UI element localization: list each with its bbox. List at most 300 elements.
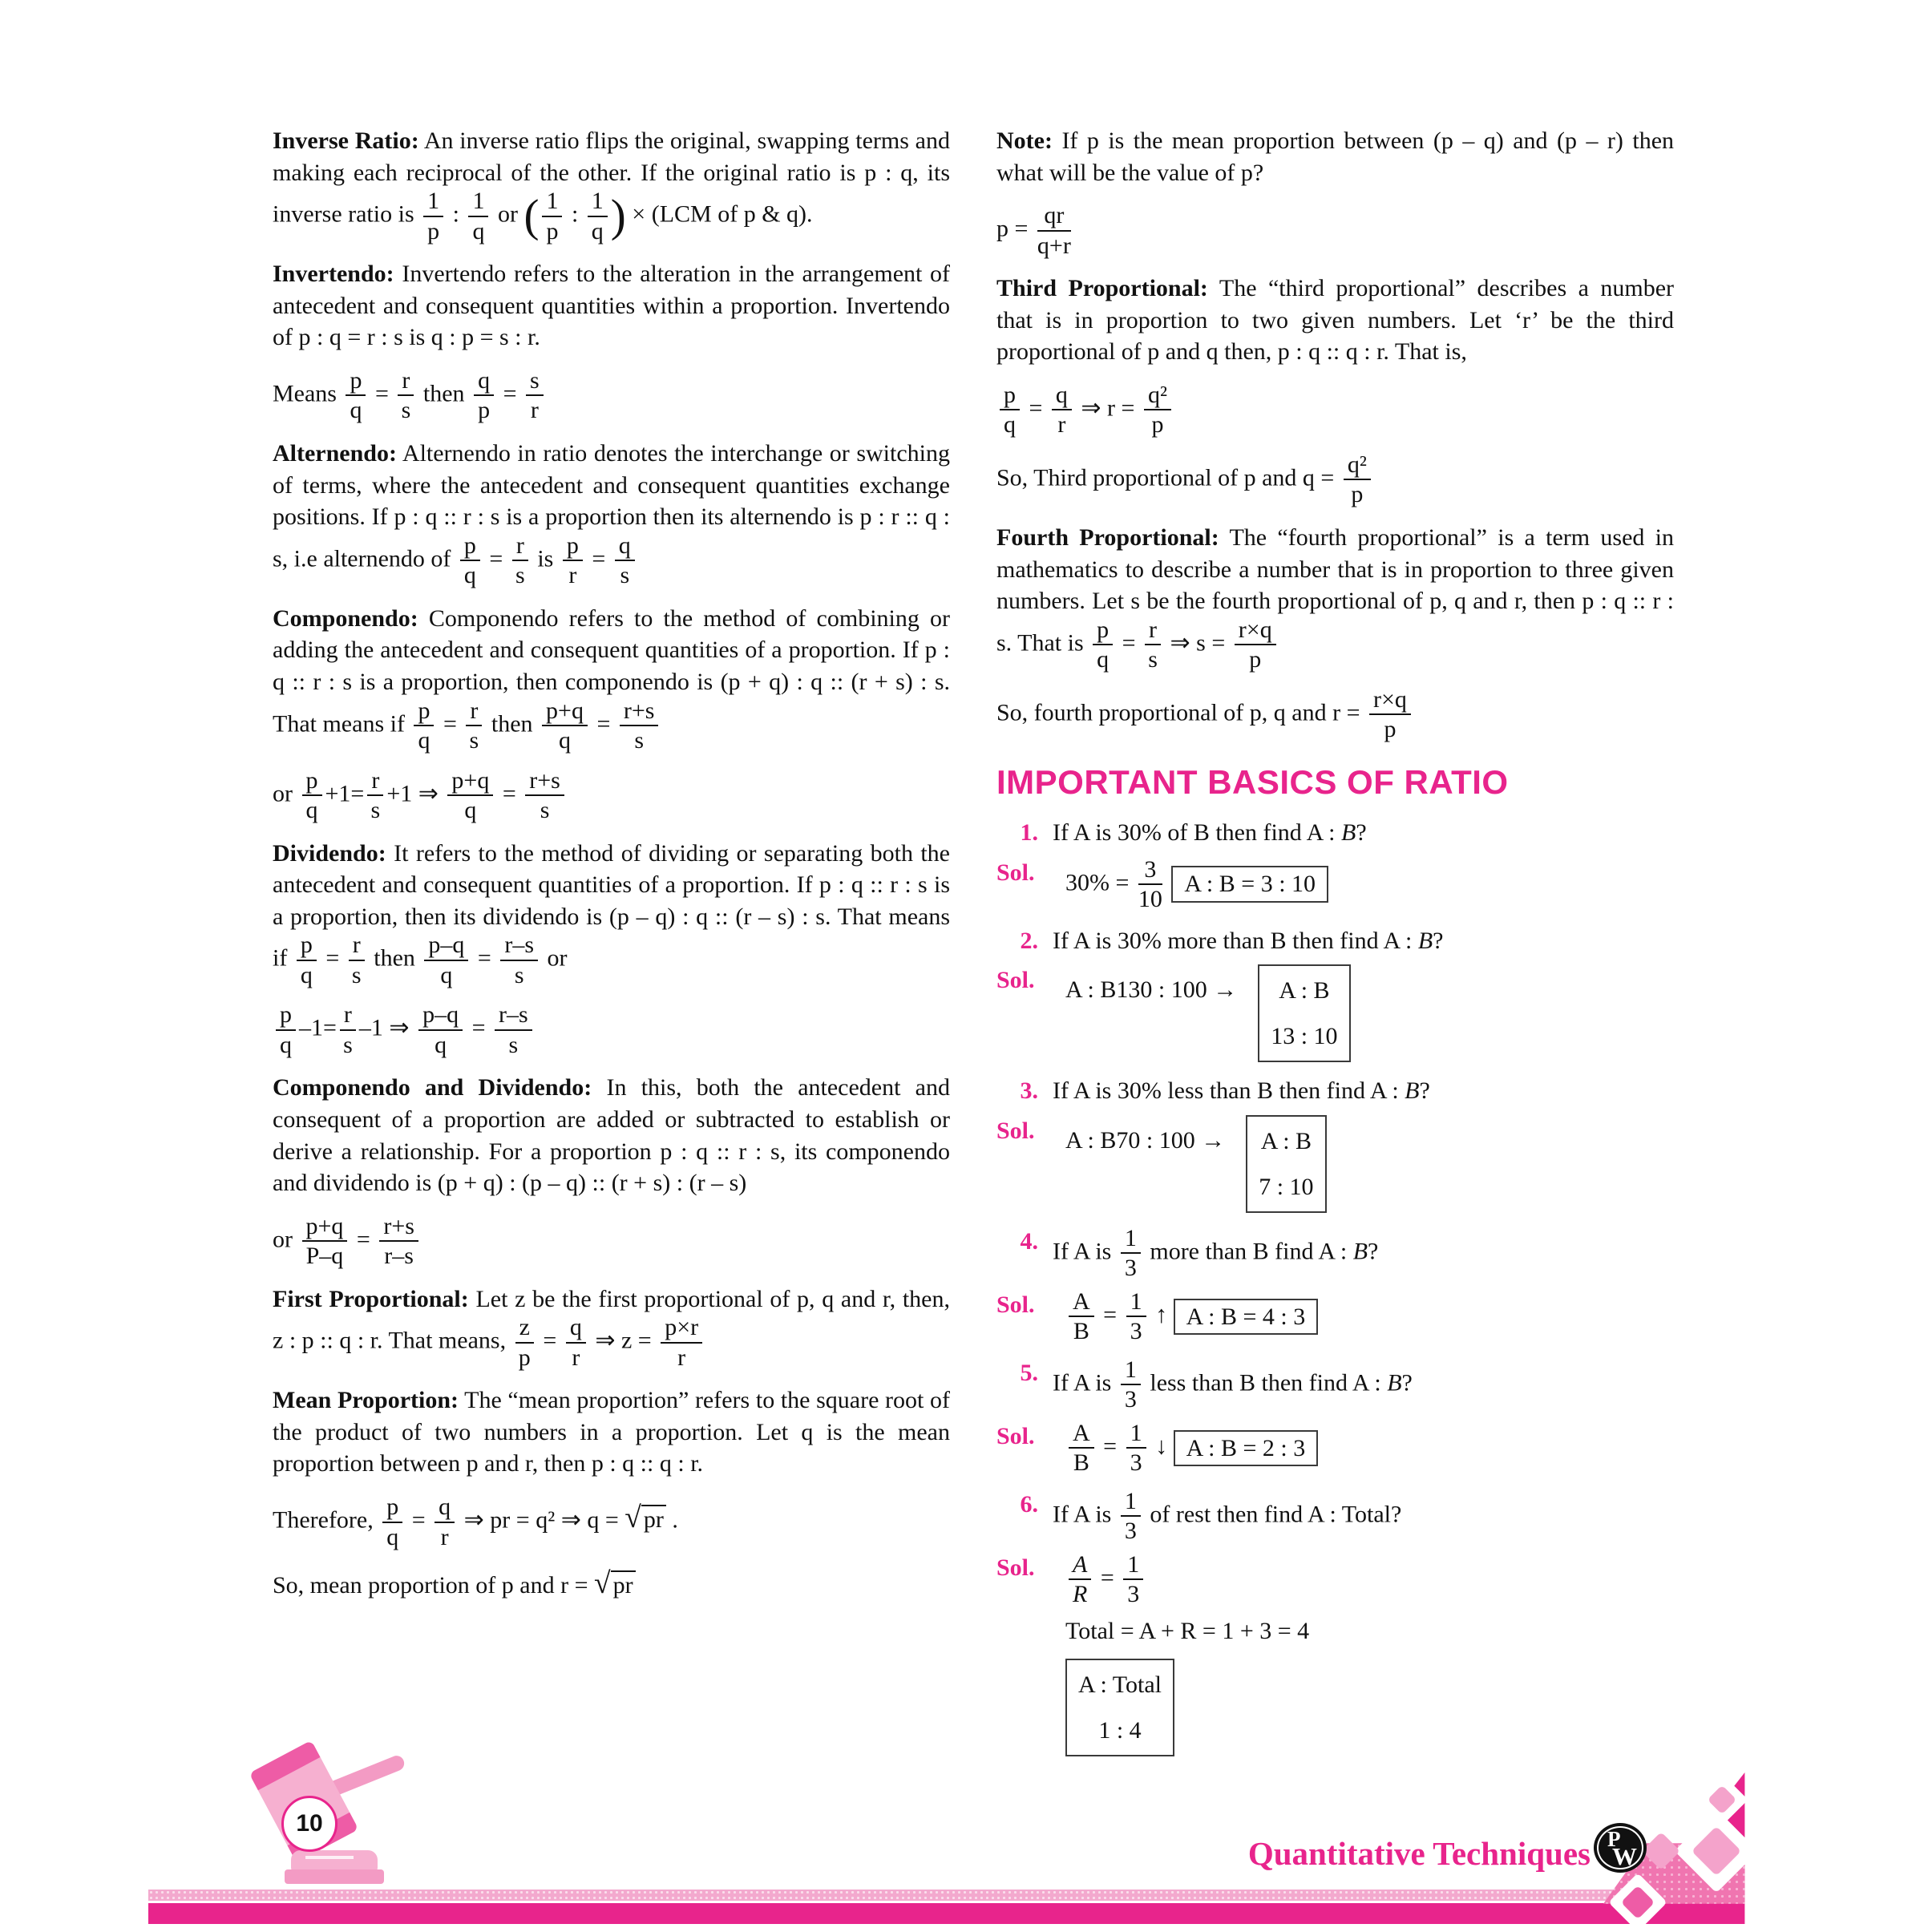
fraction: [414, 698, 434, 754]
fraction-numerator: r: [349, 932, 365, 961]
fraction: [346, 368, 366, 423]
fraction-numerator: p: [1000, 382, 1020, 411]
fraction: [1121, 1226, 1141, 1281]
fraction: [340, 1002, 356, 1057]
fraction-denominator: s: [370, 797, 381, 824]
fraction-numerator: 1: [588, 188, 608, 217]
fraction-numerator: p: [297, 932, 317, 961]
fraction-numerator: p×r: [661, 1315, 702, 1344]
fraction-denominator: q: [1097, 646, 1110, 673]
solution-label: Sol.: [996, 859, 1035, 886]
formula-line: [273, 1564, 950, 1604]
solution: [996, 1289, 1674, 1344]
fraction-numerator: q²: [1144, 382, 1171, 411]
paragraph-lead: First Proportional:: [273, 1285, 469, 1312]
fraction-numerator: p+q: [542, 698, 588, 727]
paragraph: [996, 522, 1674, 673]
question-number: 6.: [1020, 1490, 1038, 1518]
text-run: more than B find A :: [1143, 1238, 1353, 1265]
page-number: 10: [296, 1810, 323, 1837]
formula-line: [996, 452, 1674, 507]
paragraph-lead: Dividendo:: [273, 839, 386, 867]
text-run: B: [1417, 927, 1433, 954]
fraction-numerator: 1: [468, 188, 488, 217]
fraction-denominator: r–s: [384, 1243, 414, 1270]
question-number: 3.: [1020, 1077, 1038, 1105]
fraction-denominator: q: [305, 797, 318, 824]
fraction-denominator: p: [1384, 716, 1397, 743]
question-number: 2.: [1020, 927, 1038, 954]
fraction-numerator: p–q: [424, 932, 468, 961]
fraction-denominator: r: [568, 562, 577, 589]
text-run: Means: [273, 380, 343, 407]
fraction-denominator: s: [351, 961, 362, 988]
fraction-denominator: s: [343, 1031, 353, 1058]
fraction-denominator: p: [546, 217, 559, 245]
sqrt-value: pr: [611, 1570, 636, 1599]
text-run: It refers to the method of dividing or separating both the antecedent and consequent quantities of a proportion. If p : q :: r : s is a proportion, then its dividendo is (p – q) : q :: (r – s) : s. That means if: [273, 839, 950, 972]
question: [996, 1489, 1674, 1544]
fraction-denominator: s: [401, 397, 411, 424]
fraction-denominator: s: [1148, 646, 1158, 673]
fraction: [661, 1315, 702, 1370]
text-run: B: [1405, 1077, 1420, 1105]
fraction: [1069, 1421, 1094, 1476]
question-text: [1053, 1075, 1674, 1107]
answer-box-row: A : B: [1279, 977, 1330, 1004]
fraction: [495, 1002, 532, 1057]
formula-line: [996, 203, 1674, 258]
answer-box: A : B = 3 : 10: [1171, 866, 1328, 903]
paragraph: [273, 1384, 950, 1480]
text-run: +1 ⇒: [386, 779, 445, 806]
right-column: [996, 125, 1674, 1769]
text-run: then: [417, 380, 471, 407]
solution-left-column: [1065, 964, 1237, 1015]
fraction: [542, 698, 588, 754]
fraction-denominator: s: [620, 562, 630, 589]
answer-box: [1246, 1115, 1326, 1213]
text-run: is: [531, 545, 560, 572]
fraction-denominator: 3: [1130, 1318, 1142, 1345]
fraction-denominator: q: [386, 1523, 399, 1550]
fraction: [500, 932, 538, 988]
paragraph-lead: Componendo:: [273, 604, 418, 632]
fraction-denominator: R: [1073, 1581, 1088, 1608]
text-run: 30% =: [1065, 869, 1135, 896]
solution-row: 70 : 100 →: [1116, 1126, 1226, 1154]
section-heading: IMPORTANT BASICS OF RATIO: [996, 762, 1509, 801]
text-run: =: [466, 1014, 491, 1041]
sqrt-expression: [594, 1567, 636, 1601]
gavel-base: [291, 1850, 378, 1871]
solution-label: Sol.: [996, 1117, 1035, 1144]
text-run: =: [406, 1506, 432, 1534]
solution-body: [1065, 964, 1674, 1062]
paragraph-lead: Note:: [996, 127, 1053, 154]
fraction-denominator: s: [634, 727, 645, 754]
text-run: B: [1341, 819, 1356, 847]
fraction-denominator: q: [1004, 411, 1016, 439]
text-run: less than B then find A :: [1143, 1369, 1388, 1396]
fraction-numerator: p: [302, 768, 322, 797]
fraction-numerator: A: [1069, 1552, 1091, 1581]
paragraph-lead: Fourth Proportional:: [996, 523, 1219, 551]
question: [996, 925, 1674, 957]
paragraph-lead: Componendo and Dividendo:: [273, 1074, 592, 1101]
fraction-denominator: r: [572, 1344, 580, 1371]
fraction-numerator: r: [398, 368, 414, 397]
paragraph: [273, 1072, 950, 1198]
paragraph: [273, 438, 950, 588]
fraction: [542, 188, 562, 244]
fraction-denominator: r: [677, 1344, 686, 1371]
fraction: [1000, 382, 1020, 438]
solution-body: [1065, 1115, 1674, 1213]
question-number: 5.: [1020, 1359, 1038, 1386]
fraction-denominator: p: [1151, 411, 1164, 439]
fraction-denominator: s: [515, 562, 525, 589]
fraction-denominator: s: [514, 961, 524, 988]
fraction-numerator: 1: [1121, 1489, 1141, 1518]
text-run: or: [273, 779, 299, 806]
solution-label: Sol.: [996, 1554, 1035, 1581]
fraction: [447, 768, 493, 823]
fraction-denominator: q: [435, 1031, 447, 1058]
question: [996, 817, 1674, 849]
formula-line: [273, 1494, 950, 1550]
fraction-numerator: 3: [1138, 857, 1162, 886]
fraction-denominator: q: [472, 217, 485, 245]
answer-box: [1258, 964, 1350, 1062]
text-run: Alternendo in ratio denotes the interchange or switching of terms, where the antecedent and consequent quantities exchange positions. If p : q :: r : s is a proportion then its alternendo is p : r :: q : s, i.e alternendo of: [273, 439, 950, 572]
fraction-denominator: p: [427, 217, 440, 245]
text-run: =: [369, 380, 395, 407]
fraction-numerator: p: [276, 1002, 296, 1031]
fraction-denominator: B: [1073, 1318, 1089, 1345]
formula-line: [273, 368, 950, 423]
fraction: [1369, 687, 1411, 742]
text-run: If p is the mean proportion between (p – q) and (p – r) then what will be the value of p?: [996, 127, 1675, 186]
formula-line: [273, 1214, 950, 1269]
solution-body: [1065, 857, 1674, 912]
paragraph: [273, 1283, 950, 1371]
text-run: If A is 30% less than B then find A :: [1053, 1077, 1405, 1105]
pw-logo: [1594, 1823, 1647, 1873]
fraction: [460, 533, 480, 588]
text-run: =: [471, 944, 498, 972]
text-run: Componendo refers to the method of combining or adding the antecedent and consequent quantities of a proportion. If p : q :: r : s is a proportion, then componendo is (p + q) : q :: (r + s) : s. That means if: [273, 604, 950, 737]
text-run: ?: [1419, 1077, 1430, 1105]
text-run: =: [497, 380, 523, 407]
text-run: =: [590, 709, 616, 737]
fraction: [526, 368, 544, 423]
close-paren: ): [610, 191, 626, 242]
fraction-denominator: 3: [1124, 1386, 1137, 1413]
fraction-denominator: 10: [1138, 886, 1162, 913]
text-run: =: [1116, 629, 1142, 657]
text-run: =: [536, 1327, 563, 1354]
answer-box: A : B = 2 : 3: [1174, 1430, 1319, 1467]
solution-row: A : B: [1065, 976, 1117, 1004]
fraction-numerator: 1: [1121, 1357, 1141, 1386]
text-run: p =: [996, 215, 1034, 242]
question-text: [1053, 1357, 1674, 1413]
text-run: [1166, 869, 1172, 895]
fraction-numerator: p: [382, 1494, 402, 1523]
fraction-denominator: q: [558, 727, 571, 754]
paragraph-lead: Invertendo:: [273, 261, 394, 288]
text-run: ?: [1401, 1369, 1413, 1396]
solution-body: [1065, 1421, 1674, 1476]
question: [996, 1226, 1674, 1281]
fraction: [1121, 1489, 1141, 1544]
fraction: [468, 188, 488, 244]
text-run: =: [350, 1226, 377, 1253]
answer-box-row: 1 : 4: [1098, 1716, 1142, 1744]
fraction: [1235, 617, 1276, 673]
fraction-numerator: p: [414, 698, 434, 727]
fraction: [1093, 617, 1113, 673]
solution: [996, 1115, 1674, 1213]
text-run: =: [437, 709, 463, 737]
fraction-numerator: r×q: [1369, 687, 1411, 716]
text-run: ?: [1368, 1238, 1379, 1265]
text-run: Invertendo refers to the alteration in the arrangement of antecedent and consequent quantities within a proportion. Invertendo of p : q = r : s is q : p = s : r.: [273, 261, 951, 351]
answer-box: A : B = 4 : 3: [1174, 1299, 1319, 1336]
fraction: [367, 768, 383, 823]
fraction-denominator: s: [508, 1031, 519, 1058]
question-text: [1053, 817, 1674, 849]
solution-label: Sol.: [996, 967, 1035, 994]
text-run: ?: [1356, 819, 1367, 847]
text-run: .: [665, 1506, 678, 1534]
fraction: [525, 768, 564, 823]
paragraph: [996, 125, 1674, 188]
text-run: :: [565, 200, 584, 228]
fraction-denominator: 3: [1127, 1581, 1140, 1608]
text-run: If A is: [1053, 1501, 1118, 1528]
text-run: So, Third proportional of p and q =: [996, 464, 1340, 491]
fraction-numerator: p+q: [302, 1214, 348, 1243]
fraction-denominator: s: [469, 727, 479, 754]
fraction-numerator: q: [1052, 382, 1072, 411]
fraction-denominator: p: [518, 1344, 531, 1371]
fraction: [1126, 1421, 1146, 1476]
gavel-icon: [245, 1748, 405, 1888]
solution-table: [1065, 964, 1674, 1062]
pw-logo-letter-p: P: [1607, 1827, 1621, 1851]
fraction: [1138, 857, 1162, 912]
text-run: Therefore,: [273, 1506, 380, 1534]
fraction-denominator: q: [300, 961, 313, 988]
paragraph: [273, 603, 950, 754]
fraction: [1052, 382, 1072, 438]
text-run: =: [1097, 1433, 1123, 1460]
text-run: × (LCM of p & q).: [625, 200, 813, 228]
radical-icon: √: [624, 1502, 641, 1535]
fraction: [379, 1214, 418, 1269]
fraction-denominator: 3: [1124, 1518, 1137, 1545]
text-run: –1 ⇒: [358, 1014, 416, 1041]
fraction: [418, 1002, 463, 1057]
fraction-numerator: r: [340, 1002, 356, 1031]
fraction: [466, 698, 482, 754]
text-run: In this, both the antecedent and consequent of a proportion are added or subtracted to establish or derive a relationship. For a proportion p : q :: r : s, its componendo and dividendo is (p + q) : (p – q) :: (r + s) : (r – s): [273, 1074, 950, 1197]
fraction: [1145, 617, 1161, 673]
formula-line: [996, 687, 1674, 742]
fraction: [276, 1002, 296, 1057]
text-run: If A is: [1053, 1238, 1118, 1265]
fraction-numerator: r–s: [500, 932, 538, 961]
fraction: [1121, 1357, 1141, 1413]
fraction-numerator: r: [466, 698, 482, 727]
solution-body: [1065, 1552, 1674, 1756]
text-run: The “mean proportion” refers to the square root of the product of two numbers in a proportion. Let q is the mean proportion between p and r, then p : q :: q : r.: [273, 1387, 950, 1477]
question-number: 1.: [1020, 819, 1038, 847]
solution: [996, 857, 1674, 912]
fraction: [297, 932, 317, 988]
fraction-numerator: 1: [1123, 1552, 1143, 1581]
fraction: [615, 533, 635, 588]
text-run: :: [447, 200, 466, 228]
fraction-numerator: 1: [1126, 1421, 1146, 1449]
paragraph-lead: Mean Proportion:: [273, 1387, 459, 1414]
fraction: [620, 698, 659, 754]
sqrt-expression: [624, 1502, 666, 1535]
paragraph: [273, 258, 950, 354]
question: [996, 1357, 1674, 1413]
fraction-numerator: p: [563, 533, 583, 562]
text-run: =: [319, 944, 346, 972]
text-run: If A is 30% more than B then find A :: [1053, 927, 1418, 954]
solution-row: A : B: [1065, 1126, 1117, 1154]
fraction-numerator: 1: [542, 188, 562, 217]
question: [996, 1075, 1674, 1107]
text-run: B: [1352, 1238, 1368, 1265]
fraction-numerator: 1: [1126, 1289, 1146, 1318]
solution-row: 130 : 100 →: [1116, 976, 1238, 1004]
gavel-band: [249, 1740, 321, 1791]
text-run: ⇒ pr = q² ⇒ q =: [458, 1506, 625, 1534]
footer-bar: [148, 1903, 1671, 1924]
fraction-numerator: p–q: [418, 1002, 463, 1031]
answer-box-row: A : Total: [1078, 1671, 1162, 1698]
fraction: [1126, 1289, 1146, 1344]
fraction-numerator: q: [435, 1494, 455, 1523]
text-run: =: [1023, 394, 1049, 422]
text-run: ⇒ r =: [1074, 394, 1141, 422]
question-text: [1053, 1226, 1674, 1281]
fraction-numerator: r×q: [1235, 617, 1276, 646]
fraction-numerator: 1: [1121, 1226, 1141, 1255]
fraction-numerator: r+s: [525, 768, 564, 797]
solution-table: [1065, 1115, 1674, 1213]
fraction: [398, 368, 414, 423]
radical-icon: √: [594, 1567, 611, 1601]
solution: [996, 964, 1674, 1062]
fraction: [1037, 203, 1071, 258]
left-column: [273, 125, 950, 1619]
fraction-numerator: p: [460, 533, 480, 562]
fraction: [563, 533, 583, 588]
fraction-denominator: p: [1351, 481, 1364, 508]
fraction-numerator: q: [474, 368, 494, 397]
open-paren: (: [523, 191, 540, 242]
solution-line: Total = A + R = 1 + 3 = 4: [1065, 1617, 1310, 1644]
fraction: [512, 533, 528, 588]
paragraph: [273, 838, 950, 988]
fraction-denominator: q: [591, 217, 604, 245]
fraction: [435, 1494, 455, 1550]
text-run: ⇒ s =: [1164, 629, 1231, 657]
fraction-numerator: q: [615, 533, 635, 562]
question-text: [1053, 1489, 1674, 1544]
fraction-numerator: A: [1069, 1421, 1094, 1449]
text-run: B: [1387, 1369, 1402, 1396]
footer-dotted-strip: [148, 1890, 1638, 1901]
footer-title: Quantitative Techniques: [1247, 1835, 1591, 1872]
fraction-denominator: 3: [1130, 1449, 1142, 1477]
fraction-denominator: q: [280, 1031, 292, 1058]
solution: [996, 1421, 1674, 1476]
sqrt-value: pr: [641, 1505, 666, 1533]
pw-logo-letter-w: W: [1612, 1842, 1637, 1870]
solution: [996, 1552, 1674, 1756]
fraction-numerator: r+s: [620, 698, 659, 727]
fraction: [1123, 1552, 1143, 1607]
fraction-denominator: p: [478, 397, 491, 424]
text-run: then: [485, 709, 540, 737]
fraction-numerator: r–s: [495, 1002, 532, 1031]
fraction-denominator: 3: [1124, 1255, 1137, 1282]
text-run: The “third proportional” describes a number that is in proportion to two given numbers. Let ‘r’ be the third proportional of p and q then, p : q :: q : r. That is,: [996, 275, 1675, 366]
fraction-numerator: A: [1069, 1289, 1094, 1318]
fraction: [424, 932, 468, 988]
solution-label: Sol.: [996, 1422, 1035, 1449]
text-run: ↑: [1149, 1301, 1174, 1328]
page-number-badge: [281, 1796, 338, 1852]
text-run: or: [273, 1226, 299, 1253]
fraction-numerator: p: [346, 368, 366, 397]
fraction: [382, 1494, 402, 1550]
fraction: [1069, 1552, 1091, 1607]
fraction-denominator: q+r: [1037, 232, 1071, 259]
text-run: If A is 30% of B then find A :: [1053, 819, 1341, 847]
fraction-denominator: q: [464, 797, 477, 824]
text-run: The “fourth proportional” is a term used in mathematics to describe a number that is in proportion to three given numbers. Let s be the fourth proportional of p, q and r, then p : q :: r : s. That is: [996, 523, 1675, 657]
fraction: [1344, 452, 1371, 507]
text-run: ⇒ z =: [588, 1327, 658, 1354]
fraction: [302, 1214, 348, 1269]
text-run: of rest then find A : Total?: [1143, 1501, 1402, 1528]
solution-left-column: [1065, 1115, 1225, 1166]
text-run: =: [1097, 1301, 1123, 1328]
solution-body: [1065, 1289, 1674, 1344]
text-run: or: [491, 200, 524, 228]
fraction-denominator: r: [440, 1523, 449, 1550]
fraction-denominator: q: [350, 397, 362, 424]
text-run: If A is: [1053, 1369, 1118, 1396]
formula-line: [273, 1002, 950, 1057]
fraction: [423, 188, 443, 244]
fraction-denominator: q: [440, 961, 453, 988]
fraction-numerator: r: [1145, 617, 1161, 646]
fraction-numerator: r: [367, 768, 383, 797]
paragraph: [273, 125, 950, 244]
fraction-denominator: P–q: [305, 1243, 344, 1270]
text-run: =: [1094, 1564, 1121, 1591]
